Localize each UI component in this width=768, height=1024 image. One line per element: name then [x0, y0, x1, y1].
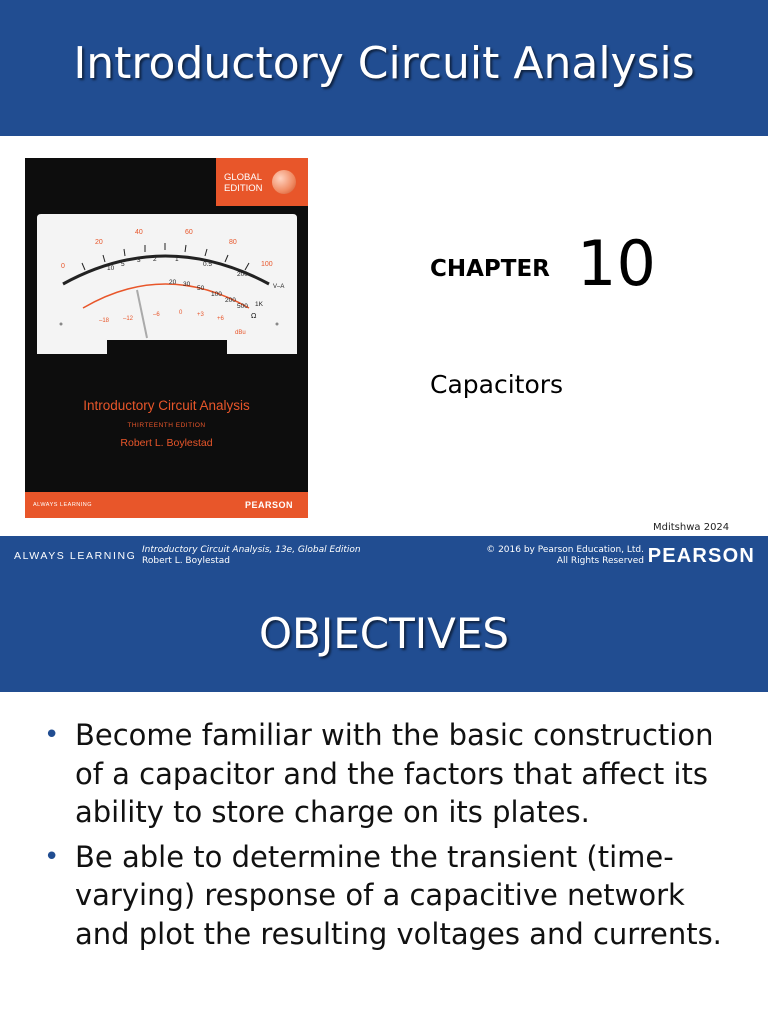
chapter-label: CHAPTER — [430, 256, 550, 282]
meter-label-80: 80 — [229, 239, 237, 246]
footer-book-title: Introductory Circuit Analysis, 13e, Global Edition — [142, 545, 361, 555]
cover-footer-band — [25, 492, 308, 518]
slide-footer-bar — [0, 536, 768, 579]
objective-item — [44, 716, 744, 832]
meter-label-5: 5 — [121, 261, 125, 268]
meter-label-va: V–A — [273, 284, 285, 290]
meter-label-1: 1 — [175, 256, 179, 263]
objectives-list — [44, 716, 744, 959]
meter-label-100-low: 100 — [211, 291, 222, 298]
bullet-icon: • — [44, 841, 60, 872]
chapter-subject: Capacitors — [430, 370, 564, 399]
meter-label-2: 2 — [153, 256, 157, 263]
objective-text: Be able to determine the transient (time-varying) response of a capacitive network and plot the resulting voltages and currents. — [75, 839, 722, 951]
chapter-number: 10 — [577, 227, 656, 300]
slide2-title: OBJECTIVES — [258, 609, 510, 658]
meter-label-100: 100 — [261, 261, 273, 268]
meter-label-60: 60 — [185, 229, 193, 236]
meter-label-05: 0.5 — [203, 261, 213, 268]
badge-line-global: GLOBAL — [224, 172, 263, 183]
meter-label-500: 500 — [237, 303, 248, 310]
meter-label-zero-low: 0 — [179, 310, 183, 316]
meter-base-block — [115, 340, 215, 380]
cover-edition: THIRTEENTH EDITION — [127, 422, 206, 429]
meter-label-20-low: 20 — [169, 279, 177, 286]
footer-book-author: Robert L. Boylestad — [142, 556, 230, 566]
meter-label-m6: –6 — [153, 312, 160, 318]
meter-label-200-low: 200 — [225, 297, 236, 304]
cover-pearson-logo: PEARSON — [244, 500, 293, 510]
meter-label-dbu: dBu — [235, 330, 246, 336]
meter-screw-right — [276, 323, 279, 326]
meter-screw-left — [60, 323, 63, 326]
meter-label-1k: 1K — [255, 301, 263, 308]
meter-label-3: 3 — [137, 257, 141, 264]
book-cover-image — [25, 158, 308, 518]
meter-label-30: 30 — [183, 281, 191, 288]
bullet-icon: • — [44, 720, 60, 750]
meter-label-10: 10 — [107, 265, 115, 272]
badge-line-edition: EDITION — [224, 183, 263, 194]
footer-copyright — [486, 545, 644, 567]
cover-author: Robert L. Boylestad — [120, 437, 213, 449]
globe-icon — [272, 170, 296, 194]
meter-label-ohm: Ω — [251, 312, 257, 320]
meter-label-p6: +6 — [217, 316, 224, 322]
objective-text: Become familiar with the basic construction of a capacitor and the factors that affect its ability to store charge on its plates. — [75, 718, 714, 829]
meter-label-50: 50 — [197, 285, 205, 292]
meter-label-m18: –18 — [99, 318, 110, 324]
meter-label-0: 0 — [61, 263, 65, 270]
global-edition-badge — [216, 158, 308, 206]
meter-label-p3: +3 — [197, 312, 204, 318]
objective-item — [44, 838, 744, 954]
slide1-title: Introductory Circuit Analysis — [73, 38, 695, 89]
cover-always-learning: ALWAYS LEARNING — [33, 502, 93, 508]
meter-label-200-top: 200 — [237, 271, 248, 278]
pearson-logo: PEARSON — [647, 545, 755, 567]
global-edition-text — [224, 172, 263, 194]
meter-label-20: 20 — [95, 239, 103, 246]
copyright-line: © 2016 by Pearson Education, Ltd. — [486, 545, 644, 555]
meter-label-m12: –12 — [123, 316, 134, 322]
author-watermark: Mditshwa 2024 — [653, 522, 730, 533]
always-learning-text: ALWAYS LEARNING — [14, 550, 137, 562]
cover-title: Introductory Circuit Analysis — [83, 398, 250, 413]
meter-label-40: 40 — [135, 229, 143, 236]
rights-line: All Rights Reserved — [556, 556, 644, 566]
